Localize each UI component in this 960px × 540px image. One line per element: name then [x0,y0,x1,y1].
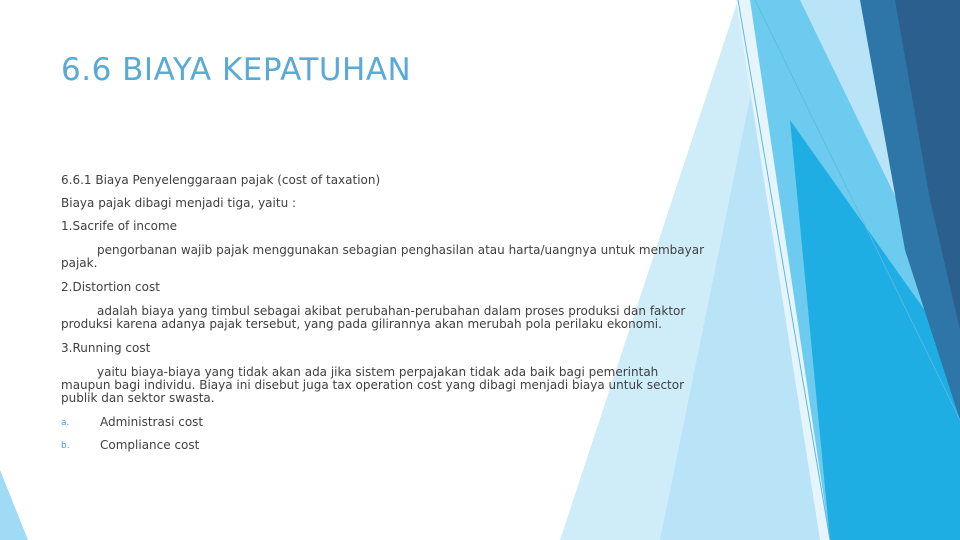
item-3-heading: 3.Running cost [61,341,151,355]
item-2-line-2: produksi karena adanya pajak tersebut, yang pada gilirannya akan merubah pola perilaku ekonomi. [61,317,662,331]
intro-text: Biaya pajak dibagi menjadi tiga, yaitu : [61,196,297,210]
subheading: 6.6.1 Biaya Penyelenggaraan pajak (cost of taxation) [61,173,381,187]
sublist-marker-b: b. [61,441,70,451]
item-3-line-3: publik dan sektor swasta. [61,391,215,405]
sublist-marker-a: a. [61,418,70,428]
sublist-item-a: Administrasi cost [100,415,204,429]
item-3-line-1: yaitu biaya-biaya yang tidak akan ada jika sistem perpajakan tidak ada baik bagi pemerintah [97,365,659,379]
item-2-line-1: adalah biaya yang timbul sebagai akibat perubahan-perubahan dalam proses produksi dan faktor [97,304,686,318]
slide-title: 6.6 BIAYA KEPATUHAN [61,52,412,88]
item-1-line-1: pengorbanan wajib pajak menggunakan sebagian penghasilan atau harta/uangnya untuk membayar [97,243,705,257]
item-1-line-2: pajak. [61,256,98,270]
item-1-heading: 1.Sacrife of income [61,219,178,233]
sublist-item-b: Compliance cost [100,438,200,452]
left-accent-shape [0,470,28,540]
item-3-line-2: maupun bagi individu. Biaya ini disebut juga tax operation cost yang dibagi menjadi biaya untuk sector [61,378,685,392]
item-2-heading: 2.Distortion cost [61,280,160,294]
